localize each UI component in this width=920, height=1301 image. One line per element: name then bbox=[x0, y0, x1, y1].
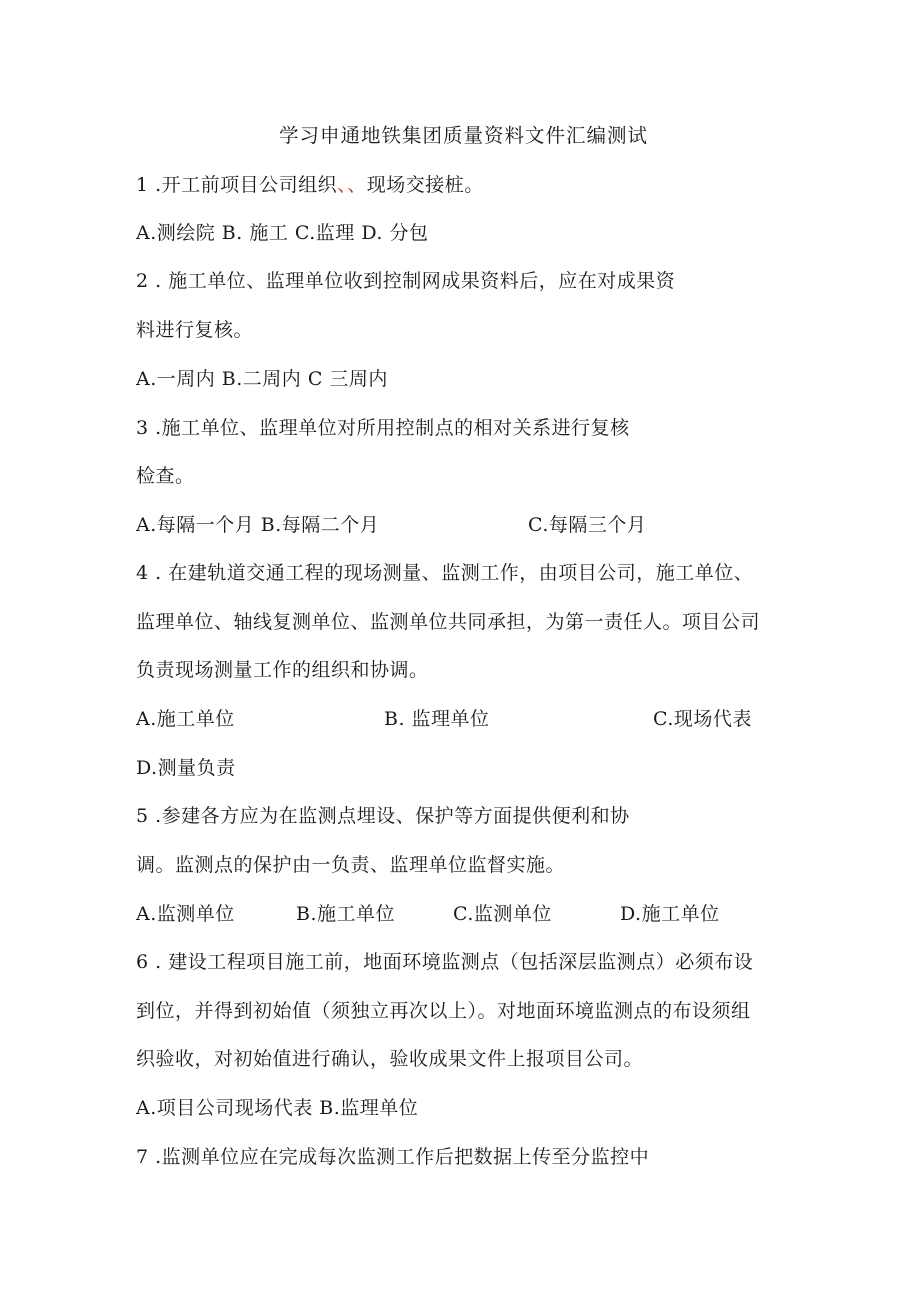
question-7-line-1: 7 .监测单位应在完成每次监测工作后把数据上传至分监控中 bbox=[136, 1146, 650, 1168]
question-3-option-c: C.每隔三个月 bbox=[528, 514, 647, 536]
page-title: 学习申通地铁集团质量资料文件汇编测试 bbox=[279, 124, 649, 147]
question-3-line-1: 3 .施工单位、监理单位对所用控制点的相对关系进行复核 bbox=[136, 417, 630, 439]
question-6-options: A.项目公司现场代表 B.监理单位 bbox=[136, 1097, 419, 1119]
question-2-line-2: 料进行复核。 bbox=[136, 319, 254, 341]
question-1-text-b: 现场交接桩。 bbox=[366, 174, 484, 196]
question-5-line-2: 调。监测点的保护由一负责、监理单位监督实施。 bbox=[136, 854, 566, 876]
question-5-option-d: D.施工单位 bbox=[620, 903, 720, 925]
question-4-line-3: 负责现场测量工作的组织和协调。 bbox=[136, 659, 429, 681]
question-4-line-2: 监理单位、轴线复测单位、监测单位共同承担，为第一责任人。项目公司 bbox=[136, 611, 761, 633]
question-2-line-1: 2 . 施工单位、监理单位收到控制网成果资料后，应在对成果资 bbox=[136, 270, 676, 292]
question-2-options: A.一周内 B.二周内 C 三周内 bbox=[136, 368, 388, 390]
question-1-options: A.测绘院 B. 施工 C.监理 D. 分包 bbox=[136, 222, 429, 244]
question-6-line-2: 到位，并得到初始值（须独立再次以上）。对地面环境监测点的布设须组 bbox=[136, 1000, 751, 1022]
question-1-text-a: 1 .开工前项目公司组织 bbox=[136, 174, 338, 196]
question-4-option-c: C.现场代表 bbox=[653, 708, 752, 730]
question-5-line-1: 5 .参建各方应为在监测点埋设、保护等方面提供便利和协 bbox=[136, 805, 630, 827]
question-6-line-1: 6 . 建设工程项目施工前，地面环境监测点（包括深层监测点）必须布设 bbox=[136, 951, 754, 973]
question-1-blank-sep-1: 、 bbox=[337, 174, 348, 196]
question-5-option-b: B.施工单位 bbox=[296, 903, 396, 925]
question-1-blank-sep-2: 、 bbox=[347, 174, 367, 196]
question-4-option-d: D.测量负责 bbox=[136, 757, 236, 779]
question-3-option-ab: A.每隔一个月 B.每隔二个月 bbox=[136, 514, 380, 536]
question-4-line-1: 4 . 在建轨道交通工程的现场测量、监测工作，由项目公司，施工单位、 bbox=[136, 562, 754, 584]
question-1 bbox=[136, 173, 484, 197]
question-4-option-b: B. 监理单位 bbox=[384, 708, 490, 730]
question-6-line-3: 织验收，对初始值进行确认，验收成果文件上报项目公司。 bbox=[136, 1048, 644, 1070]
question-5-option-c: C.监测单位 bbox=[453, 903, 552, 925]
question-4-option-a: A.施工单位 bbox=[136, 708, 235, 730]
question-5-option-a: A.监测单位 bbox=[136, 903, 235, 925]
question-3-line-2: 检查。 bbox=[136, 465, 195, 487]
